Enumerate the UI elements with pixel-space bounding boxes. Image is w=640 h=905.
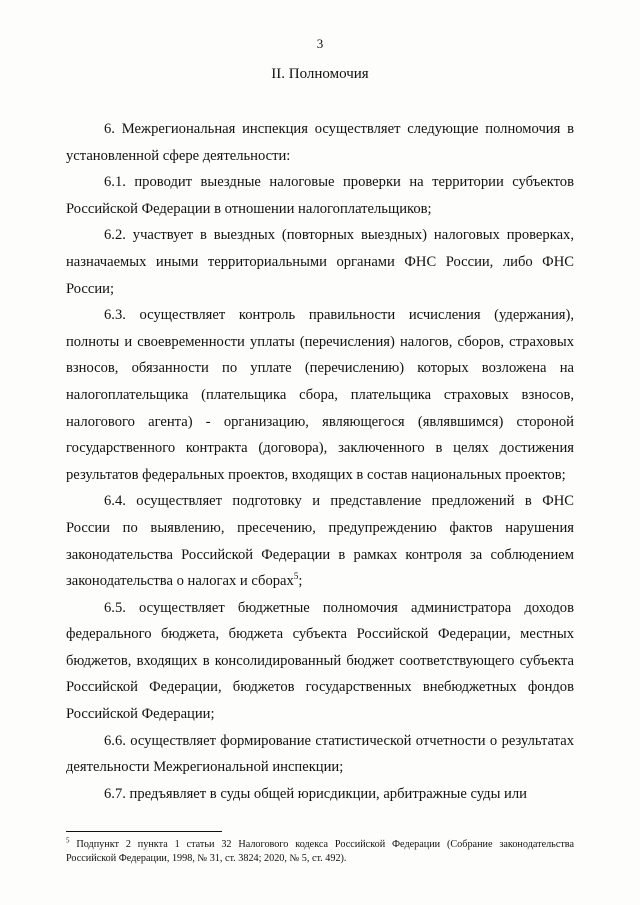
page-number: 3 — [316, 36, 324, 51]
footnote-text: Подпункт 2 пункта 1 статьи 32 Налогового кодекса Российской Федерации (Собрание законодательства Российской Федерации, 1998, № 31, ст. 3824; 2020, № 5, ст. 492). — [66, 839, 575, 864]
paragraph-6-7: 6.7. предъявляет в суды общей юрисдикции, арбитражные суды или — [104, 785, 527, 802]
footnote-mark: 5 — [66, 836, 70, 845]
footnote-reference: 5 — [293, 571, 299, 582]
paragraph-6-4 — [66, 488, 574, 594]
paragraph-6: 6. Межрегиональная инспекция осуществляет следующие полномочия в установленной сфере деятельности: — [66, 121, 574, 164]
footnote-divider — [66, 831, 222, 832]
paragraph-6-2: 6.2. участвует в выездных (повторных выездных) налоговых проверках, назначаемых иными территориальными органами ФНС России, либо ФНС России; — [66, 227, 574, 297]
section-title: II. Полномочия — [271, 66, 369, 82]
footnote — [66, 838, 574, 865]
paragraph-6-1: 6.1. проводит выездные налоговые проверки на территории субъектов Российской Федерации в отношении налогоплательщиков; — [66, 174, 574, 217]
paragraph-6-4-end: ; — [298, 573, 303, 590]
body-text — [66, 116, 574, 807]
paragraph-6-5: 6.5. осуществляет бюджетные полномочия администратора доходов федерального бюджета, бюджета субъекта Российской Федерации, местных бюджетов, входящих в консолидированный бюджет соответствующего субъекта Российской Федерации, бюджетов государственных внебюджетных фондов Российской Федерации; — [66, 599, 574, 723]
paragraph-6-3: 6.3. осуществляет контроль правильности исчисления (удержания), полноты и своевременности уплаты (перечисления) налогов, сборов, страховых взносов, обязанности по уплате (перечислению) которых возложена на налогоплательщика (плательщика сбора, плательщика страховых взносов, налогового агента) - организацию, являющегося (являвшимся) стороной государственного контракта (договора), заключенного в целях достижения результатов федеральных проектов, входящих в состав национальных проектов; — [66, 307, 574, 483]
paragraph-6-6: 6.6. осуществляет формирование статистической отчетности о результатах деятельности Межрегиональной инспекции; — [66, 732, 574, 776]
paragraph-6-4-text: 6.4. осуществляет подготовку и представление предложений в ФНС России по выявлению, пресечению, предупреждению фактов нарушения законодательства Российской Федерации в рамках контроля за соблюдением законодательства о налогах и сборах — [66, 493, 574, 590]
